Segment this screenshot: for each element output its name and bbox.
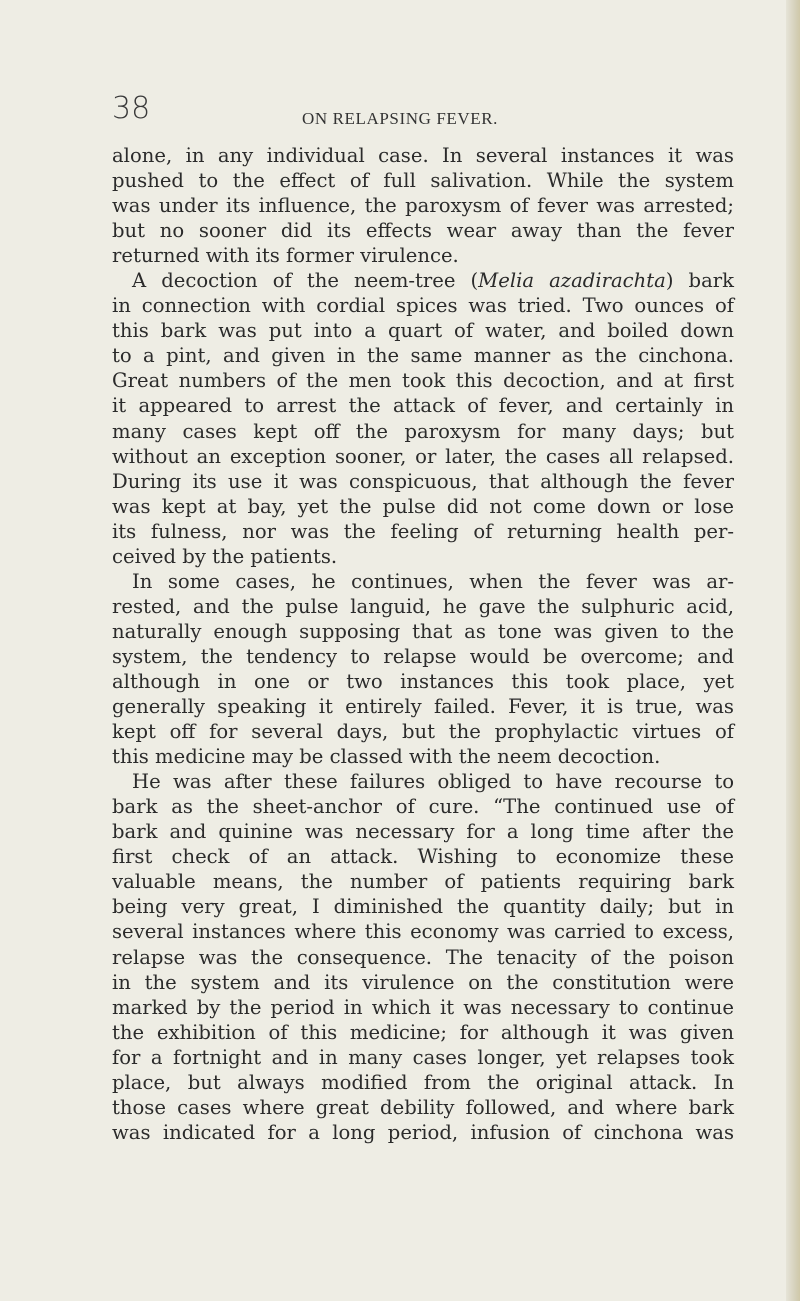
- text-line: many cases kept off the paroxysm for many days; but: [112, 419, 734, 443]
- running-head: ON RELAPSING FEVER.: [301, 109, 499, 128]
- text-line: the exhibition of this medicine; for although it was given: [112, 1020, 734, 1044]
- text-line: was under its influence, the paroxysm of fever was arrested;: [112, 194, 734, 218]
- text-line: in connection with cordial spices was tried. Two ounces of: [112, 294, 734, 318]
- paragraph: [112, 769, 734, 1145]
- text-line: returned with its former virulence.: [112, 244, 459, 268]
- text-line: During its use it was conspicuous, that although the fever: [112, 469, 734, 493]
- page-number: 38: [112, 91, 151, 126]
- text-line: its fulness, nor was the feeling of returning health per-: [112, 519, 734, 543]
- text-line: this bark was put into a quart of water, and boiled down: [112, 319, 734, 343]
- text-line: for a fortnight and in many cases longer, yet relapses took: [112, 1045, 734, 1069]
- text-line: bark as the sheet-anchor of cure. “The continued use of: [112, 795, 734, 819]
- text-line: pushed to the effect of full salivation. While the system: [112, 169, 734, 193]
- body-text: [112, 143, 734, 1145]
- paragraph: [112, 569, 734, 769]
- page-edge: [786, 0, 800, 1301]
- text-line: in the system and its virulence on the constitution were: [112, 970, 734, 994]
- botanical-name: Melia azadirachta: [478, 269, 666, 293]
- text-line: marked by the period in which it was necessary to continue: [112, 995, 734, 1019]
- text-line: relapse was the consequence. The tenacity of the poison: [112, 945, 734, 969]
- text-line: was indicated for a long period, infusion of cinchona was: [112, 1120, 734, 1144]
- text-line: without an exception sooner, or later, the cases all relapsed.: [112, 444, 734, 468]
- text-line: system, the tendency to relapse would be overcome; and: [112, 644, 734, 668]
- text-line: to a pint, and given in the same manner as the cinchona.: [112, 344, 734, 368]
- text-line: Great numbers of the men took this decoction, and at first: [112, 369, 734, 393]
- text-line: generally speaking it entirely failed. Fever, it is true, was: [112, 695, 734, 719]
- paragraph: [112, 268, 734, 569]
- text-line: place, but always modified from the original attack. In: [112, 1070, 734, 1094]
- text-line-with-italic: A decoction of the neem-tree (Melia azadirachta) bark: [132, 269, 734, 293]
- text-line: alone, in any individual case. In several instances it was: [112, 144, 734, 167]
- text-line: this medicine may be classed with the neem decoction.: [112, 745, 661, 769]
- text-line: naturally enough supposing that as tone was given to the: [112, 619, 734, 643]
- text-line: was kept at bay, yet the pulse did not come down or lose: [112, 494, 734, 518]
- text-line: first check of an attack. Wishing to economize these: [112, 845, 734, 869]
- text-line: being very great, I diminished the quantity daily; but in: [112, 895, 734, 919]
- text-line: it appeared to arrest the attack of fever, and certainly in: [112, 394, 734, 418]
- paragraph: [112, 143, 734, 268]
- text-line: kept off for several days, but the prophylactic virtues of: [112, 720, 734, 744]
- text-line: He was after these failures obliged to have recourse to: [132, 770, 734, 794]
- text-line: several instances where this economy was carried to excess,: [112, 920, 734, 944]
- text-line: but no sooner did its effects wear away than the fever: [112, 219, 734, 243]
- text-line: although in one or two instances this took place, yet: [112, 669, 734, 693]
- text-line: ceived by the patients.: [112, 544, 338, 568]
- page-header: [0, 85, 800, 128]
- text-line: In some cases, he continues, when the fever was ar-: [132, 569, 734, 593]
- text-line: valuable means, the number of patients requiring bark: [112, 870, 734, 894]
- text-line: those cases where great debility followed, and where bark: [112, 1095, 734, 1119]
- text-line: rested, and the pulse languid, he gave the sulphuric acid,: [112, 594, 734, 618]
- text-line: bark and quinine was necessary for a long time after the: [112, 820, 734, 844]
